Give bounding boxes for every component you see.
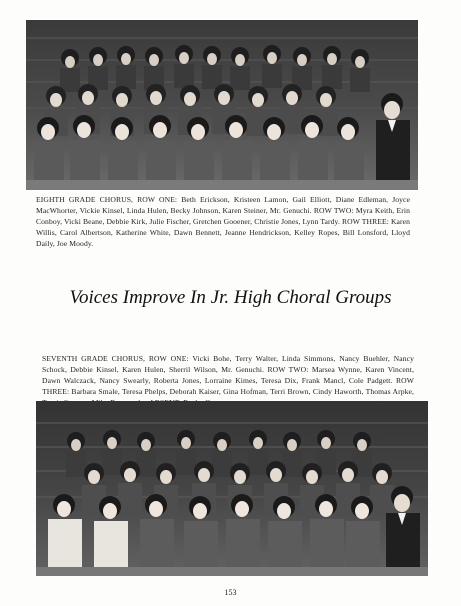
page-number: 153 [224, 588, 237, 597]
seventh-grade-chorus-photo [36, 401, 428, 576]
eighth-grade-caption: EIGHTH GRADE CHORUS, ROW ONE: Beth Erickson, Kristeen Lamon, Gail Elliott, Diane Edleman, Joyce MacWhorter, Vickie Kinsel, Linda Hulen, Becky Johnson, Karen Steiner, Mr. Genuchi. ROW TWO: Myra Keith, Erin Conboy, Vicki Beane, Debbie Kirk, Julie Fischer, Gretchen Gooener, Christie Jones, Lynn Tardy. ROW THREE: Karen Willis, Carol Albertson, Katherine White, Dawn Bennett, Jeanne Hendrickson, Kelley Ropes, Bill Lonsford, Lloyd Daily, Joe Moody. [36, 195, 410, 248]
eighth-grade-photo-image [26, 20, 418, 190]
seventh-grade-photo-image [36, 401, 428, 576]
seventh-grade-caption: SEVENTH GRADE CHORUS, ROW ONE: Vicki Bohe, Terry Walter, Linda Simmons, Nancy Buehler, Nancy Schock, Debbie Kinsel, Karen Hulen, Sherril Wilson, Mr. Genuchi. ROW TWO: Marsea Wynne, Karen Vincent, Dawn Walczack, Nancy Swearly, Roberta Jones, Lorraine Kimes, Teresa Dix, Frank Mancl, Cole Padgett. ROW THREE: Barbara Smale, Teresa Phelps, Deborah Kaiser, Gina Hofman, Terri Brown, Cindy Haworth, Thomas Arpke, [42, 354, 414, 396]
page-headline: Voices Improve In Jr. High Choral Groups [69, 287, 392, 308]
eighth-grade-chorus-photo [26, 20, 418, 190]
